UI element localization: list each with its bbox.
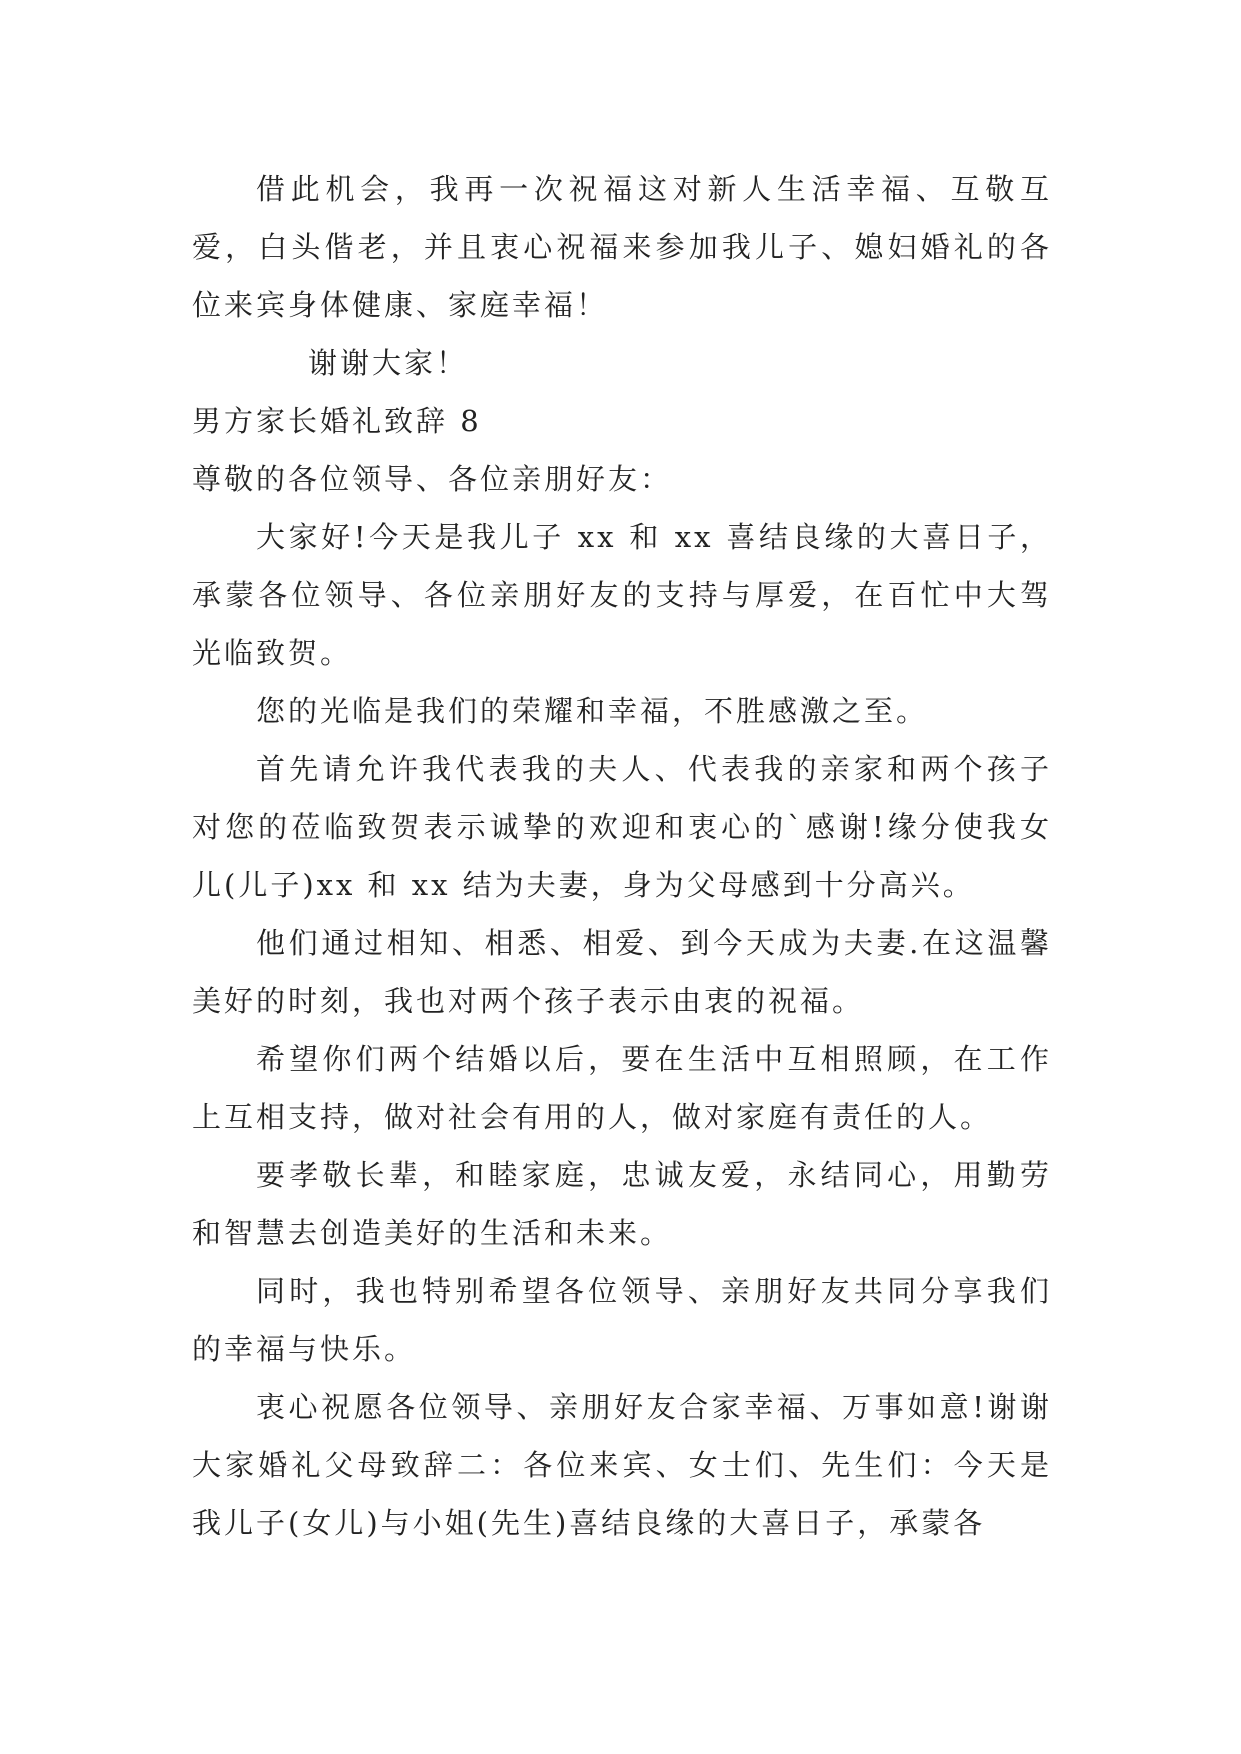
- paragraph-closing: 衷心祝愿各位领导、亲朋好友合家幸福、万事如意!谢谢大家婚礼父母致辞二：各位来宾、女士们、先生们：今天是我儿子(女儿)与小姐(先生)喜结良缘的大喜日子，承蒙各: [192, 1390, 1052, 1540]
- paragraph-hope: 希望你们两个结婚以后，要在生活中互相照顾，在工作上互相支持，做对社会有用的人，做对家庭有责任的人。: [192, 1042, 1052, 1134]
- paragraph-greeting: 大家好!今天是我儿子 xx 和 xx 喜结良缘的大喜日子，承蒙各位领导、各位亲朋好友的支持与厚爱，在百忙中大驾光临致贺。: [192, 520, 1052, 670]
- paragraph-thanks: 谢谢大家！: [308, 346, 469, 380]
- paragraph-family: 要孝敬长辈，和睦家庭，忠诚友爱，永结同心，用勤劳和智慧去创造美好的生活和未来。: [192, 1158, 1052, 1250]
- paragraph-share: 同时，我也特别希望各位领导、亲朋好友共同分享我们的幸福与快乐。: [192, 1274, 1052, 1366]
- document-body: [192, 160, 1052, 1552]
- paragraph-welcome: 首先请允许我代表我的夫人、代表我的亲家和两个孩子对您的莅临致贺表示诚挚的欢迎和衷心的`感谢!缘分使我女儿(儿子)xx 和 xx 结为夫妻，身为父母感到十分高兴。: [192, 752, 1052, 902]
- section-heading: 男方家长婚礼致辞 8: [192, 404, 482, 438]
- paragraph-honor: 您的光临是我们的荣耀和幸福，不胜感激之至。: [256, 694, 929, 728]
- salutation: 尊敬的各位领导、各位亲朋好友：: [192, 462, 673, 496]
- paragraph-blessing: 借此机会，我再一次祝福这对新人生活幸福、互敬互爱，白头偕老，并且衷心祝福来参加我儿子、媳妇婚礼的各位来宾身体健康、家庭幸福！: [192, 172, 1052, 322]
- paragraph-couple: 他们通过相知、相悉、相爱、到今天成为夫妻.在这温馨美好的时刻，我也对两个孩子表示由衷的祝福。: [192, 926, 1052, 1018]
